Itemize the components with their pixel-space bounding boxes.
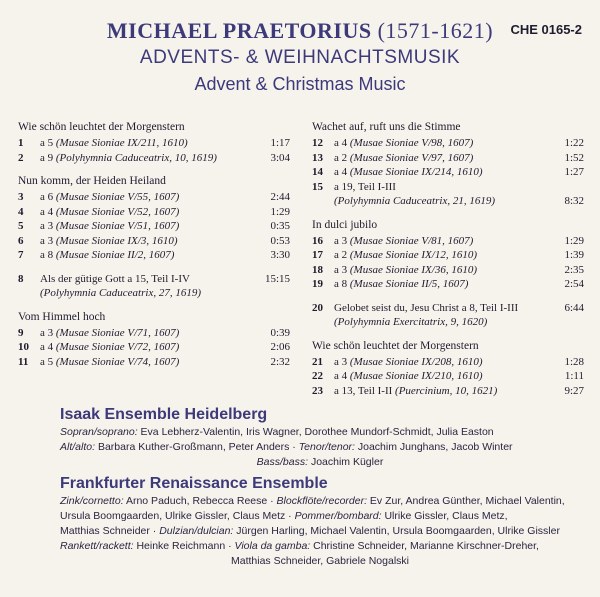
track-row <box>312 277 584 292</box>
track-group <box>312 339 584 399</box>
track-group <box>18 272 290 301</box>
track-source: (Polyhymnia Caduceatrix, 27, 1619) <box>40 287 201 299</box>
instrument-role: Rankett/rackett: <box>60 540 134 552</box>
track-scoring: a 3 <box>334 355 350 368</box>
track-number: 15 <box>312 180 323 193</box>
track-scoring: a 5 <box>40 137 56 149</box>
member-line <box>60 425 580 440</box>
track-number: 23 <box>312 384 323 397</box>
instrument-role: Blockflöte/recorder: <box>276 495 368 507</box>
track-scoring: a 13, Teil I-II <box>334 384 396 397</box>
catalog-number: CHE 0165-2 <box>510 22 582 37</box>
track-duration: 1:22 <box>564 137 584 149</box>
work-title: In dulci jubilo <box>312 218 378 231</box>
track-duration: 0:53 <box>270 234 290 247</box>
ensemble-name: Frankfurter Renaissance Ensemble <box>60 475 328 492</box>
track-duration: 2:32 <box>270 355 290 368</box>
track-scoring: a 8 <box>40 249 56 261</box>
track-number: 5 <box>18 220 24 232</box>
track-number: 11 <box>18 355 29 368</box>
track-row <box>312 263 584 278</box>
instrument-role: Bass/bass: <box>256 456 309 468</box>
member-names: Ulrike Gissler, Claus Metz, <box>381 510 508 522</box>
track-group <box>312 218 584 292</box>
track-scoring: a 4 <box>334 370 350 382</box>
instrument-role: Tenor/tenor: <box>298 441 355 453</box>
member-names: Barbara Kuther-Großmann, Peter Anders · <box>95 441 299 453</box>
track-duration: 3:04 <box>270 151 290 164</box>
member-names: Christine Schneider, Marianne Kirschner-Dreher, <box>310 540 539 552</box>
tracklist-right <box>312 120 584 407</box>
track-source: (Musae Sioniae IX/12, 1610) <box>349 249 477 261</box>
member-names: Jürgen Harling, Michael Valentin, Ursula Boomgaarden, Ulrike Gissler <box>233 525 560 537</box>
member-names: Joachim Kügler <box>308 456 384 468</box>
member-names: Joachim Junghans, Jacob Winter <box>354 441 513 453</box>
track-row <box>18 355 290 370</box>
track-source: (Musae Sioniae IX/211, 1610) <box>55 137 188 149</box>
track-number: 3 <box>18 191 24 203</box>
member-line <box>60 539 580 554</box>
track-scoring: a 3 <box>40 234 56 247</box>
ensemble-members <box>60 494 580 569</box>
track-duration: 1:28 <box>564 355 584 368</box>
track-number: 1 <box>18 137 24 149</box>
track-scoring: a 2 <box>334 249 350 261</box>
track-row <box>18 234 290 249</box>
track-source: (Musae Sioniae V/55, 1607) <box>55 191 180 203</box>
member-line <box>60 524 580 539</box>
track-source: (Musae Sioniae V/98, 1607) <box>349 137 474 149</box>
track-row <box>312 355 584 370</box>
performers <box>60 405 580 569</box>
member-names: Ursula Boomgaarden, Ulrike Gissler, Claus Metz · <box>60 510 295 522</box>
track-source: (Musae Sioniae V/52, 1607) <box>55 205 180 218</box>
track-source: (Puercinium, 10, 1621) <box>395 384 498 397</box>
instrument-role: Sopran/soprano: <box>60 426 138 438</box>
track-row <box>312 165 584 180</box>
track-number: 21 <box>312 355 323 368</box>
track-duration: 15:15 <box>264 272 290 285</box>
track-row <box>312 180 584 195</box>
track-source: (Musae Sioniae V/74, 1607) <box>55 355 180 368</box>
instrument-role: Pommer/bombard: <box>294 510 382 522</box>
track-source: (Musae Sioniae V/51, 1607) <box>55 220 180 232</box>
track-number: 20 <box>312 301 323 314</box>
track-duration: 1:17 <box>270 137 290 149</box>
track-source: (Musae Sioniae IX/208, 1610) <box>349 355 483 368</box>
track-number: 12 <box>312 137 323 149</box>
track-number: 7 <box>18 249 24 261</box>
track-source: (Polyhymnia Exercitatrix, 9, 1620) <box>334 316 488 328</box>
member-names: Heinke Reichmann · <box>133 540 235 552</box>
title-english: Advent & Christmas Music <box>194 74 406 94</box>
ensemble-members <box>60 425 580 470</box>
track-scoring: Als der gütige Gott a 15, Teil I-IV <box>40 272 190 285</box>
member-line <box>60 509 580 524</box>
track-source: (Musae Sioniae V/71, 1607) <box>55 326 180 339</box>
track-scoring: a 19, Teil I-III <box>334 180 396 193</box>
track-group <box>312 120 584 209</box>
track-scoring: a 3 <box>334 234 350 247</box>
track-duration: 3:30 <box>270 249 290 261</box>
track-row <box>18 219 290 234</box>
work-title: Wie schön leuchtet der Morgenstern <box>18 121 185 133</box>
track-duration: 9:27 <box>564 384 584 397</box>
track-row <box>18 205 290 220</box>
track-row <box>312 369 584 384</box>
track-source: (Musae Sioniae V/97, 1607) <box>349 151 474 164</box>
work-title: Wachet auf, ruft uns die Stimme <box>312 121 461 133</box>
track-row <box>312 136 584 151</box>
track-number: 8 <box>18 272 24 285</box>
track-scoring: a 8 <box>334 278 350 290</box>
track-source: (Musae Sioniae IX/214, 1610) <box>349 166 483 178</box>
member-names: Arno Paduch, Rebecca Reese · <box>123 495 277 507</box>
track-row <box>18 272 290 287</box>
track-row <box>312 315 584 330</box>
track-source: (Musae Sioniae II/2, 1607) <box>55 249 175 261</box>
track-number: 14 <box>312 166 323 178</box>
track-source: (Musae Sioniae IX/3, 1610) <box>55 234 178 247</box>
track-row <box>312 248 584 263</box>
track-source: (Polyhymnia Caduceatrix, 10, 1619) <box>55 151 217 164</box>
track-scoring: Gelobet seist du, Jesu Christ a 8, Teil I-III <box>334 301 519 314</box>
track-source: (Musae Sioniae V/72, 1607) <box>55 341 180 353</box>
member-line <box>60 455 580 470</box>
track-scoring: a 5 <box>40 355 56 368</box>
work-title: Wie schön leuchtet der Morgenstern <box>312 339 479 352</box>
track-number: 10 <box>18 341 29 353</box>
track-number: 9 <box>18 326 24 339</box>
track-source: (Musae Sioniae II/5, 1607) <box>349 278 469 290</box>
track-row <box>18 136 290 151</box>
track-row <box>18 190 290 205</box>
track-duration: 0:39 <box>270 326 290 339</box>
member-line <box>60 494 580 509</box>
track-scoring: a 4 <box>40 205 56 218</box>
track-group <box>18 174 290 263</box>
member-names: Eva Lebherz-Valentin, Iris Wagner, Dorothee Mundorf-Schmidt, Julia Easton <box>137 426 494 438</box>
track-number: 19 <box>312 278 323 290</box>
track-row <box>18 340 290 355</box>
track-duration: 2:06 <box>270 341 290 353</box>
track-duration: 1:27 <box>564 166 584 178</box>
tracklist-left <box>18 120 290 378</box>
track-row <box>18 248 290 263</box>
member-names: Matthias Schneider, Gabriele Nogalski <box>230 555 409 567</box>
track-number: 22 <box>312 370 323 382</box>
track-scoring: a 9 <box>40 151 56 164</box>
track-source: (Polyhymnia Caduceatrix, 21, 1619) <box>334 195 495 207</box>
track-number: 6 <box>18 234 24 247</box>
track-duration: 8:32 <box>564 195 584 207</box>
member-names: Matthias Schneider · <box>60 525 160 537</box>
composer-name: MICHAEL PRAETORIUS <box>106 18 372 43</box>
track-scoring: a 3 <box>40 220 56 232</box>
track-number: 13 <box>312 151 323 164</box>
track-scoring: a 6 <box>40 191 56 203</box>
track-duration: 1:29 <box>564 234 584 247</box>
track-number: 17 <box>312 249 323 261</box>
track-row <box>312 234 584 249</box>
track-duration: 1:39 <box>564 249 584 261</box>
track-duration: 6:44 <box>564 301 584 314</box>
track-duration: 2:54 <box>564 278 584 290</box>
track-source: (Musae Sioniae V/81, 1607) <box>349 234 474 247</box>
work-title: Nun komm, der Heiden Heiland <box>18 175 166 187</box>
track-duration: 2:35 <box>564 263 584 276</box>
composer-dates: (1571-1621) <box>377 18 494 43</box>
track-number: 18 <box>312 263 323 276</box>
track-source: (Musae Sioniae IX/210, 1610) <box>349 370 483 382</box>
track-row <box>312 301 584 316</box>
track-number: 4 <box>18 205 24 218</box>
track-row <box>18 151 290 166</box>
instrument-role: Viola da gamba: <box>234 540 311 552</box>
track-scoring: a 3 <box>334 263 350 276</box>
instrument-role: Dulzian/dulcian: <box>159 525 234 537</box>
track-scoring: a 4 <box>334 137 350 149</box>
track-group <box>18 310 290 370</box>
track-scoring: a 4 <box>334 166 350 178</box>
track-scoring: a 2 <box>334 151 350 164</box>
track-number: 2 <box>18 151 24 164</box>
track-scoring: a 3 <box>40 326 56 339</box>
track-row <box>18 286 290 301</box>
track-number: 16 <box>312 234 323 247</box>
work-title: Vom Himmel hoch <box>18 310 106 323</box>
track-row <box>312 151 584 166</box>
track-source: (Musae Sioniae IX/36, 1610) <box>349 263 477 276</box>
track-duration: 1:11 <box>564 370 584 382</box>
track-duration: 0:35 <box>270 220 290 232</box>
track-group <box>312 301 584 330</box>
member-line <box>60 554 580 569</box>
member-names: Ev Zur, Andrea Günther, Michael Valentin, <box>367 495 565 507</box>
member-line <box>60 440 580 455</box>
title-german: ADVENTS- & WEIHNACHTSMUSIK <box>139 47 461 68</box>
track-duration: 1:52 <box>564 151 584 164</box>
ensemble-name: Isaak Ensemble Heidelberg <box>60 406 268 423</box>
track-row <box>312 194 584 209</box>
track-group <box>18 120 290 165</box>
track-duration: 2:44 <box>270 191 290 203</box>
track-row <box>18 326 290 341</box>
track-duration: 1:29 <box>270 205 290 218</box>
track-scoring: a 4 <box>40 341 56 353</box>
track-row <box>312 384 584 399</box>
instrument-role: Zink/cornetto: <box>60 495 124 507</box>
instrument-role: Alt/alto: <box>60 441 96 453</box>
